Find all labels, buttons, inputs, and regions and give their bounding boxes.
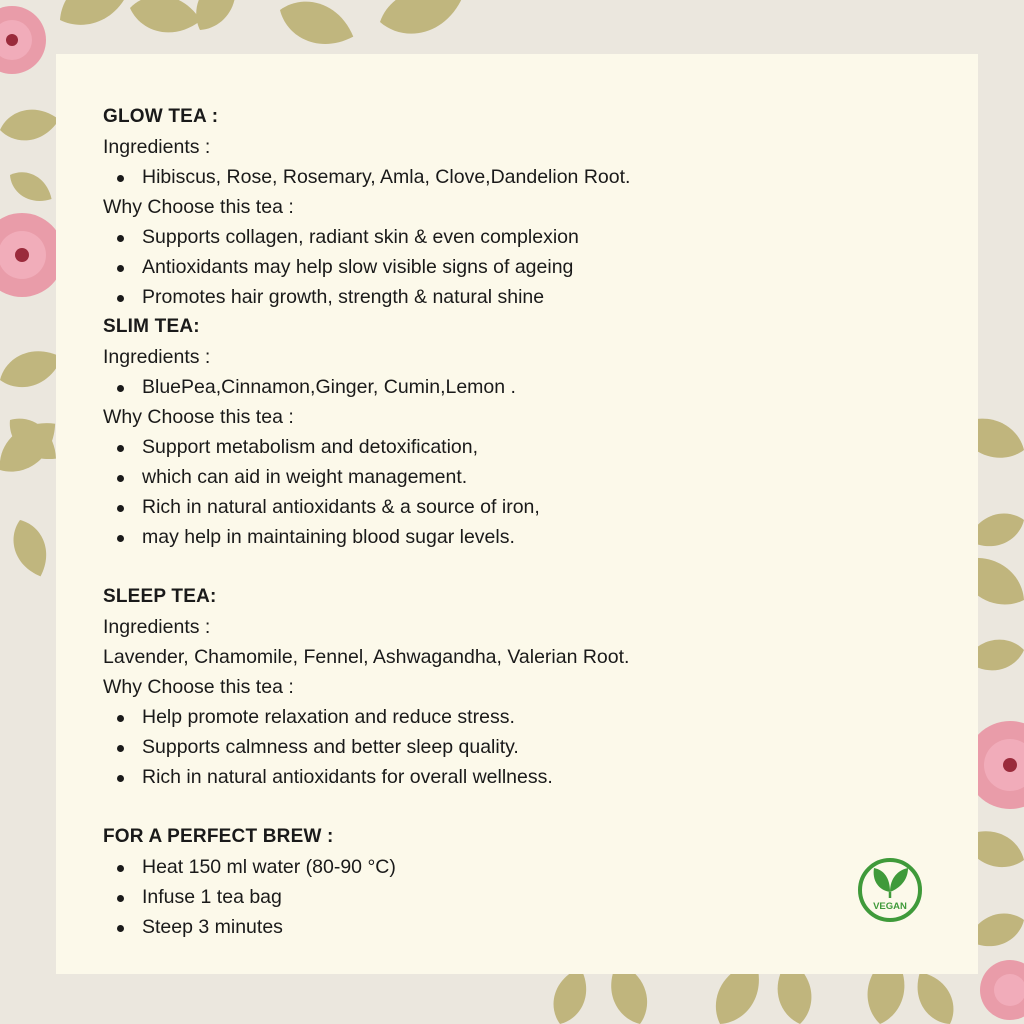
list-item: Antioxidants may help slow visible signs of ageing xyxy=(103,252,943,282)
list-item: Hibiscus, Rose, Rosemary, Amla, Clove,Dandelion Root. xyxy=(103,162,943,192)
list-item: Heat 150 ml water (80-90 °C) xyxy=(103,852,943,882)
spacer xyxy=(103,792,943,822)
list-item: Promotes hair growth, strength & natural shine xyxy=(103,282,943,312)
vegan-label: VEGAN xyxy=(873,901,907,912)
slim-tea-title: SLIM TEA: xyxy=(103,316,200,337)
glow-tea-title: GLOW TEA : xyxy=(103,106,219,127)
sleep-tea-title: SLEEP TEA: xyxy=(103,586,217,607)
leaf-icon xyxy=(874,868,908,898)
slim-why-label: Why Choose this tea : xyxy=(103,406,294,428)
list-item: Infuse 1 tea bag xyxy=(103,882,943,912)
content-body xyxy=(103,102,943,942)
list-item: BluePea,Cinnamon,Ginger, Cumin,Lemon . xyxy=(103,372,943,402)
slim-benefits-list xyxy=(103,432,943,552)
list-item: may help in maintaining blood sugar levels. xyxy=(103,522,943,552)
list-item: Support metabolism and detoxification, xyxy=(103,432,943,462)
list-item: Rich in natural antioxidants for overall wellness. xyxy=(103,762,943,792)
brew-steps-list xyxy=(103,852,943,942)
sleep-ingredients-label: Ingredients : xyxy=(103,616,211,638)
glow-ingredients-list xyxy=(103,162,943,192)
brew-title: FOR A PERFECT BREW : xyxy=(103,826,334,847)
list-item: Steep 3 minutes xyxy=(103,912,943,942)
list-item: which can aid in weight management. xyxy=(103,462,943,492)
glow-why-label: Why Choose this tea : xyxy=(103,196,294,218)
sleep-why-label: Why Choose this tea : xyxy=(103,676,294,698)
list-item: Supports collagen, radiant skin & even complexion xyxy=(103,222,943,252)
list-item: Supports calmness and better sleep quality. xyxy=(103,732,943,762)
content-card xyxy=(56,54,978,974)
spacer xyxy=(103,552,943,582)
list-item: Rich in natural antioxidants & a source of iron, xyxy=(103,492,943,522)
slim-ingredients-label: Ingredients : xyxy=(103,346,211,368)
sleep-ingredients-text: Lavender, Chamomile, Fennel, Ashwagandha, Valerian Root. xyxy=(103,646,630,668)
slim-ingredients-list xyxy=(103,372,943,402)
glow-benefits-list xyxy=(103,222,943,312)
sleep-benefits-list xyxy=(103,702,943,792)
list-item: Help promote relaxation and reduce stress. xyxy=(103,702,943,732)
glow-ingredients-label: Ingredients : xyxy=(103,136,211,158)
vegan-badge xyxy=(856,856,924,924)
